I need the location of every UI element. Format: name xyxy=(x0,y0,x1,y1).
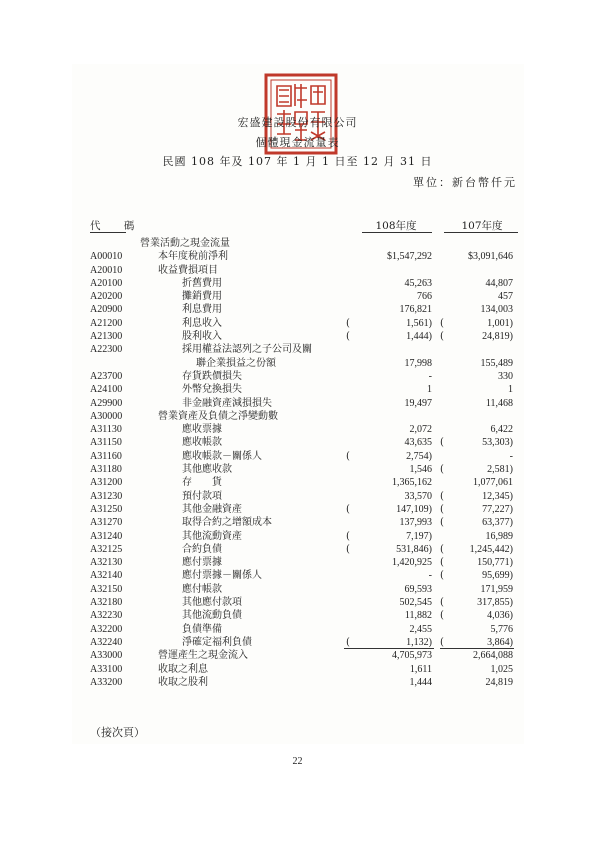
table-row xyxy=(0,290,595,303)
row-code: A31270 xyxy=(90,517,123,529)
row-label: 其他流動負債 xyxy=(182,610,242,622)
value-107: 11,468 xyxy=(485,397,513,409)
table-row xyxy=(0,423,595,436)
table-row xyxy=(0,516,595,529)
value-108: 1,420,925 xyxy=(392,557,432,569)
table-row xyxy=(0,543,595,556)
row-label: 應付帳款 xyxy=(182,583,222,595)
row-label: 存 貨 xyxy=(182,477,222,489)
value-108: 766 xyxy=(417,291,432,303)
row-label: 收取之利息 xyxy=(158,663,208,675)
row-label: 本年度稅前淨利 xyxy=(158,251,228,263)
row-label: 營業活動之現金流量 xyxy=(140,238,230,249)
row-code: A21300 xyxy=(90,331,123,343)
value-108: 19,497 xyxy=(404,397,432,409)
negative-paren: ( xyxy=(440,490,444,502)
value-108: 69,593 xyxy=(404,583,432,595)
value-107: 155,489 xyxy=(480,357,513,369)
table-row xyxy=(0,463,595,476)
value-108: 531,846) xyxy=(396,543,432,555)
value-108: 17,998 xyxy=(404,357,432,369)
row-code: A20900 xyxy=(90,304,123,316)
row-label: 營運產生之現金流入 xyxy=(158,650,248,662)
row-code: A21200 xyxy=(90,317,123,329)
value-108: 7,197) xyxy=(406,530,432,542)
value-107: 24,819) xyxy=(482,331,513,343)
table-row xyxy=(0,370,595,383)
table-row xyxy=(0,623,595,636)
row-label: 負債準備 xyxy=(182,623,222,635)
value-107: 1 xyxy=(508,384,513,396)
row-code: A22300 xyxy=(90,344,123,356)
negative-paren: ( xyxy=(440,570,444,582)
negative-paren: ( xyxy=(440,464,444,476)
table-row xyxy=(0,303,595,316)
negative-paren: ( xyxy=(346,530,350,542)
table-row xyxy=(0,237,595,250)
value-107: 1,025 xyxy=(490,663,513,675)
row-label: 外幣兌換損失 xyxy=(182,384,242,396)
negative-paren: ( xyxy=(346,317,350,329)
table-row xyxy=(0,330,595,343)
value-107: 6,422 xyxy=(490,424,513,436)
value-107: 4,036) xyxy=(487,610,513,622)
value-107: 1,077,061 xyxy=(473,477,513,489)
value-108: 176,821 xyxy=(399,304,432,316)
page-number: 22 xyxy=(292,756,303,767)
row-label: 營業資產及負債之淨變動數 xyxy=(158,410,278,422)
continued-note: （接次頁） xyxy=(90,726,145,739)
value-108: - xyxy=(428,370,432,382)
negative-paren: ( xyxy=(440,543,444,555)
row-code: A32140 xyxy=(90,570,123,582)
row-label: 預付款項 xyxy=(182,490,222,502)
table-row xyxy=(0,583,595,596)
value-107: 63,377) xyxy=(482,517,513,529)
negative-paren: ( xyxy=(346,543,350,555)
negative-paren: ( xyxy=(440,331,444,343)
value-107: $3,091,646 xyxy=(468,251,513,263)
table-row xyxy=(0,636,595,649)
cash-flow-table xyxy=(0,237,595,689)
year-107-header-rule xyxy=(444,232,518,233)
row-code: A31200 xyxy=(90,477,123,489)
value-107: 1,245,442) xyxy=(469,543,513,555)
value-108: $1,547,292 xyxy=(387,251,432,263)
negative-paren: ( xyxy=(346,503,350,515)
negative-paren: ( xyxy=(440,437,444,449)
value-107: 44,807 xyxy=(485,277,513,289)
negative-paren: ( xyxy=(440,503,444,515)
value-108: - xyxy=(428,570,432,582)
table-row xyxy=(0,596,595,609)
value-107: 457 xyxy=(498,291,513,303)
row-label: 其他流動資產 xyxy=(182,530,242,542)
row-code: A31160 xyxy=(90,450,122,462)
row-label: 股利收入 xyxy=(182,331,222,343)
negative-paren: ( xyxy=(440,597,444,609)
negative-paren: ( xyxy=(346,450,350,462)
row-code: A32240 xyxy=(90,636,123,648)
value-108: 1 xyxy=(427,384,432,396)
table-row xyxy=(0,397,595,410)
table-row xyxy=(0,663,595,676)
value-107: 1,001) xyxy=(487,317,513,329)
negative-paren: ( xyxy=(346,331,350,343)
year-108-header-rule xyxy=(362,232,432,233)
row-label: 取得合約之增額成本 xyxy=(182,517,272,529)
value-108: 2,072 xyxy=(409,424,432,436)
value-107: 330 xyxy=(498,370,513,382)
table-row xyxy=(0,277,595,290)
table-row xyxy=(0,530,595,543)
row-code: A31240 xyxy=(90,530,123,542)
table-row xyxy=(0,436,595,449)
value-108: 1,444) xyxy=(406,331,432,343)
value-108: 1,546 xyxy=(409,464,432,476)
row-label: 利息收入 xyxy=(182,317,222,329)
row-code: A33200 xyxy=(90,676,123,688)
row-label: 存貨跌價損失 xyxy=(182,370,242,382)
row-code: A32125 xyxy=(90,543,123,555)
table-row xyxy=(0,250,595,263)
row-label: 應收帳款 xyxy=(182,437,222,449)
row-label: 其他金融資產 xyxy=(182,503,242,515)
value-108: 4,705,973 xyxy=(392,650,432,662)
year-107-column-header: 107年度 xyxy=(461,220,503,232)
year-108-column-header: 108年度 xyxy=(375,220,417,232)
value-108: 1,444 xyxy=(409,676,432,688)
value-108: 1,611 xyxy=(409,663,432,675)
table-row xyxy=(0,503,595,516)
statement-title: 個體現金流量表 xyxy=(255,136,340,149)
table-row xyxy=(0,317,595,330)
row-code: A30000 xyxy=(90,410,123,422)
row-label: 收益費損項目 xyxy=(158,264,218,276)
row-code: A31180 xyxy=(90,464,122,476)
value-107: 16,989 xyxy=(485,530,513,542)
value-107: 95,699) xyxy=(482,570,513,582)
table-row xyxy=(0,556,595,569)
value-108: 502,545 xyxy=(399,597,432,609)
row-label: 其他應付款項 xyxy=(182,597,242,609)
table-row xyxy=(0,476,595,489)
row-label: 採用權益法認列之子公司及關 xyxy=(182,344,312,356)
value-107: 150,771) xyxy=(477,557,513,569)
table-row xyxy=(0,450,595,463)
value-108: 43,635 xyxy=(404,437,432,449)
code-header-rule xyxy=(90,232,126,233)
value-108: 33,570 xyxy=(404,490,432,502)
value-107: 3,864) xyxy=(487,636,513,648)
table-row xyxy=(0,649,595,662)
value-107: 171,959 xyxy=(480,583,513,595)
value-107: 2,664,088 xyxy=(473,650,513,662)
row-label: 淨確定福利負債 xyxy=(182,636,252,648)
table-row xyxy=(0,490,595,503)
row-code: A31130 xyxy=(90,424,122,436)
value-107: 5,776 xyxy=(490,623,513,635)
row-code: A33000 xyxy=(90,650,123,662)
company-name: 宏盛建設股份有限公司 xyxy=(237,116,358,129)
row-label: 非金融資產減損損失 xyxy=(182,397,272,409)
value-107: 24,819 xyxy=(485,676,513,688)
negative-paren: ( xyxy=(440,610,444,622)
negative-paren: ( xyxy=(440,557,444,569)
row-label: 其他應收款 xyxy=(182,464,232,476)
row-code: A29900 xyxy=(90,397,123,409)
row-code: A32130 xyxy=(90,557,123,569)
value-108: 11,882 xyxy=(404,610,432,622)
value-108: 147,109) xyxy=(396,503,432,515)
table-row xyxy=(0,609,595,622)
value-108: 2,754) xyxy=(406,450,432,462)
value-108: 1,561) xyxy=(406,317,432,329)
negative-paren: ( xyxy=(440,517,444,529)
value-108: 45,263 xyxy=(404,277,432,289)
code-column-header: 代 碼 xyxy=(90,220,145,232)
value-108: 2,455 xyxy=(409,623,432,635)
row-label: 收取之股利 xyxy=(158,676,208,688)
value-107: 12,345) xyxy=(482,490,513,502)
row-code: A20200 xyxy=(90,291,123,303)
value-108: 1,365,162 xyxy=(392,477,432,489)
table-row xyxy=(0,264,595,277)
currency-unit: 單位：新台幣仟元 xyxy=(413,176,517,189)
row-code: A32200 xyxy=(90,623,123,635)
value-107: 317,855) xyxy=(477,597,513,609)
row-label: 應付票據 xyxy=(182,557,222,569)
negative-paren: ( xyxy=(440,636,444,648)
row-label: 攤銷費用 xyxy=(182,291,222,303)
table-row xyxy=(0,383,595,396)
value-107: 77,227) xyxy=(482,503,513,515)
table-row xyxy=(0,676,595,689)
row-code: A23700 xyxy=(90,370,123,382)
row-label: 合約負債 xyxy=(182,543,222,555)
row-label: 應收票據 xyxy=(182,424,222,436)
row-code: A00010 xyxy=(90,251,123,263)
negative-paren: ( xyxy=(440,317,444,329)
row-label: 聯企業損益之份額 xyxy=(196,357,276,369)
value-108: 137,993 xyxy=(399,517,432,529)
table-row xyxy=(0,357,595,370)
row-code: A31150 xyxy=(90,437,122,449)
row-code: A32150 xyxy=(90,583,123,595)
row-code: A20100 xyxy=(90,277,123,289)
table-row xyxy=(0,343,595,356)
row-code: A32180 xyxy=(90,597,123,609)
row-label: 應付票據－關係人 xyxy=(182,570,262,582)
value-107: 134,003 xyxy=(480,304,513,316)
row-code: A31230 xyxy=(90,490,123,502)
row-code: A20010 xyxy=(90,264,123,276)
table-row xyxy=(0,569,595,582)
row-label: 利息費用 xyxy=(182,304,222,316)
value-107: 53,303) xyxy=(482,437,513,449)
value-108: 1,132) xyxy=(406,636,432,648)
value-107: 2,581) xyxy=(487,464,513,476)
value-107: - xyxy=(509,450,513,462)
negative-paren: ( xyxy=(346,636,350,648)
statement-period: 民國 108 年及 107 年 1 月 1 日至 12 月 31 日 xyxy=(162,155,433,168)
row-code: A33100 xyxy=(90,663,123,675)
row-code: A31250 xyxy=(90,503,123,515)
row-label: 折舊費用 xyxy=(182,277,222,289)
row-code: A32230 xyxy=(90,610,123,622)
table-row xyxy=(0,410,595,423)
row-label: 應收帳款－關係人 xyxy=(182,450,262,462)
row-code: A24100 xyxy=(90,384,123,396)
